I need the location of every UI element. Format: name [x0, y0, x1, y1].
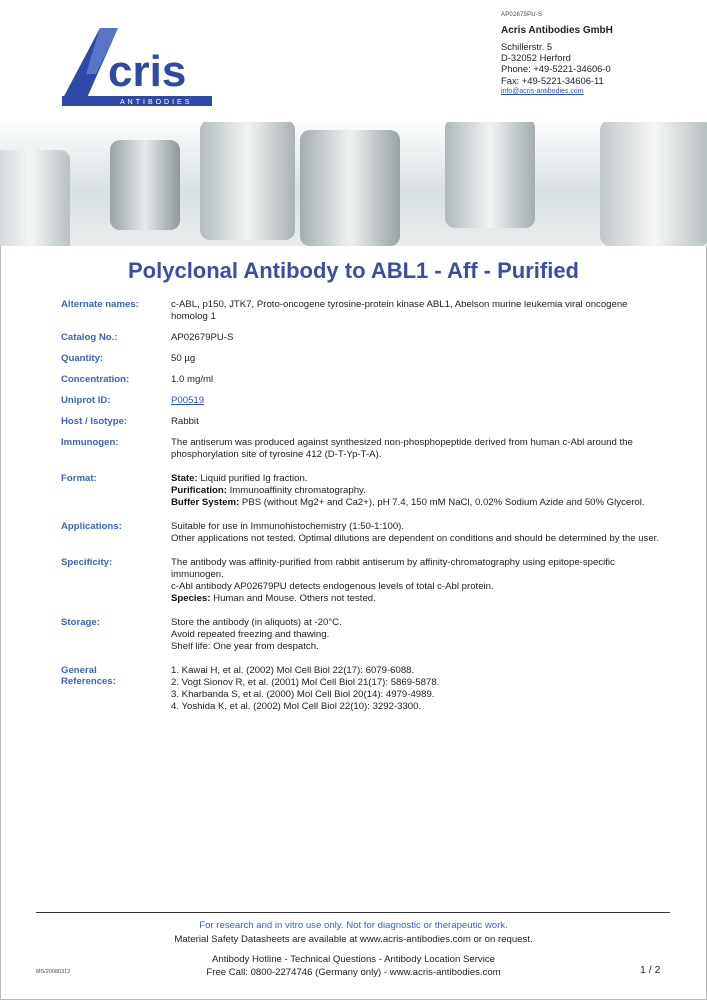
applications-line: Suitable for use in Immunohistochemistry (1:50-1:100). — [171, 521, 405, 532]
spec-row-references — [61, 665, 661, 713]
spec-label: Host / Isotype: — [61, 416, 128, 427]
product-code: AP02679PU-S — [501, 12, 543, 18]
footer-msds: Material Safety Datasheets are available at www.acris-antibodies.com or on request. — [174, 934, 533, 945]
uniprot-link[interactable]: P00519 — [171, 395, 205, 406]
header-banner — [0, 0, 707, 246]
spec-label: Concentration: — [61, 374, 130, 385]
spec-value: c-ABL, p150, JTK7, Proto-oncogene tyrosine-protein kinase ABL1, Abelson murine leukemia viral oncogene homolog 1 — [171, 299, 628, 322]
footer-disclaimer: For research and in vitro use only. Not for diagnostic or therapeutic work. — [199, 920, 508, 931]
spec-label: Uniprot ID: — [61, 395, 111, 406]
spec-label: Format: — [61, 473, 97, 484]
spec-row-host — [61, 416, 661, 428]
footer-divider — [36, 912, 670, 913]
spec-row-storage — [61, 617, 661, 653]
applications-line: Other applications not tested. Optimal dilutions are dependent on conditions and should be determined by the user. — [171, 533, 659, 544]
company-email-link[interactable]: info@acris-antibodies.com — [501, 87, 584, 95]
spec-row-format — [61, 473, 661, 509]
reference-item: 2. Vogt Sionov R, et al. (2001) Mol Cell Biol 21(17): 5869-5878. — [171, 677, 440, 688]
spec-row-concentration — [61, 374, 661, 386]
spec-label: Alternate names: — [61, 299, 139, 310]
spec-row-alternate-names — [61, 299, 661, 323]
reference-item: 3. Kharbanda S, et al. (2000) Mol Cell Biol 20(14): 4979-4989. — [171, 689, 435, 700]
company-fax: Fax: +49-5221-34606-11 — [501, 74, 604, 86]
company-phone: Phone: +49-5221-34606-0 — [501, 63, 611, 75]
page-number: 1 / 2 — [640, 964, 661, 976]
spec-label: Storage: — [61, 617, 100, 628]
company-name: Acris Antibodies GmbH — [501, 25, 613, 36]
storage-line: Store the antibody (in aliquots) at -20°C. — [171, 617, 342, 628]
species-value: Human and Mouse. Others not tested. — [213, 593, 376, 604]
state-label: State: — [171, 473, 198, 484]
spec-row-immunogen — [61, 437, 661, 461]
purification-label: Purification: — [171, 485, 227, 496]
storage-line: Shelf life: One year from despatch. — [171, 641, 319, 652]
spec-label: Specificity: — [61, 557, 113, 568]
purification-value: Immunoaffinity chromatography. — [229, 485, 366, 496]
company-street: Schillerstr. 5 — [501, 41, 553, 52]
storage-line: Avoid repeated freezing and thawing. — [171, 629, 330, 640]
specificity-line: c-Abl antibody AP02679PU detects endogenous levels of total c-Abl protein. — [171, 581, 494, 592]
svg-text:ANTIBODIES: ANTIBODIES — [120, 99, 193, 106]
spec-label: Quantity: — [61, 353, 104, 364]
page-title: Polyclonal Antibody to ABL1 - Aff - Purified — [128, 258, 579, 283]
spec-row-specificity — [61, 557, 661, 605]
spec-value: The antiserum was produced against synthesized non-phosphopeptide derived from human c-Abl around the phosphorylation site of tyrosine 412 (D-T-Yp-T-A). — [171, 437, 633, 460]
footer-freecall: Free Call: 0800-2274746 (Germany only) - www.acris-antibodies.com — [206, 967, 501, 978]
spec-value: AP02679PU-S — [171, 332, 234, 343]
spec-label: Applications: — [61, 521, 122, 532]
state-value: Liquid purified Ig fraction. — [200, 473, 308, 484]
reference-item: 1. Kawai H, et al. (2002) Mol Cell Biol 22(17): 6079-6088. — [171, 665, 415, 676]
footer-hotline: Antibody Hotline - Technical Questions - Antibody Location Service — [212, 954, 495, 965]
spec-row-quantity — [61, 353, 661, 365]
reference-item: 4. Yoshida K, et al. (2002) Mol Cell Biol 22(10): 3292-3300. — [171, 701, 422, 712]
species-label: Species: — [171, 593, 211, 604]
acris-logo — [58, 24, 218, 109]
spec-label: Catalog No.: — [61, 332, 118, 343]
spec-table — [61, 299, 661, 713]
document-version: MS/20080312 — [36, 969, 71, 975]
spec-label: General — [61, 665, 97, 676]
spec-value: 1.0 mg/ml — [171, 374, 214, 385]
spec-row-applications — [61, 521, 661, 545]
spec-label: References: — [61, 676, 116, 687]
spec-value: Rabbit — [171, 416, 199, 427]
buffer-value: PBS (without Mg2+ and Ca2+), pH 7.4, 150 mM NaCl, 0.02% Sodium Azide and 50% Glycerol. — [241, 497, 645, 508]
spec-row-uniprot — [61, 395, 661, 407]
svg-text:cris: cris — [108, 47, 187, 96]
spec-row-catalog — [61, 332, 661, 344]
buffer-label: Buffer System: — [171, 497, 240, 508]
company-block — [501, 12, 613, 97]
spec-label: Immunogen: — [61, 437, 119, 448]
spec-value: 50 µg — [171, 353, 196, 364]
specificity-line: The antibody was affinity-purified from rabbit antiserum by affinity-chromatography using epitope-specific immunogen. — [171, 557, 615, 580]
company-city: D-32052 Herford — [501, 52, 571, 64]
